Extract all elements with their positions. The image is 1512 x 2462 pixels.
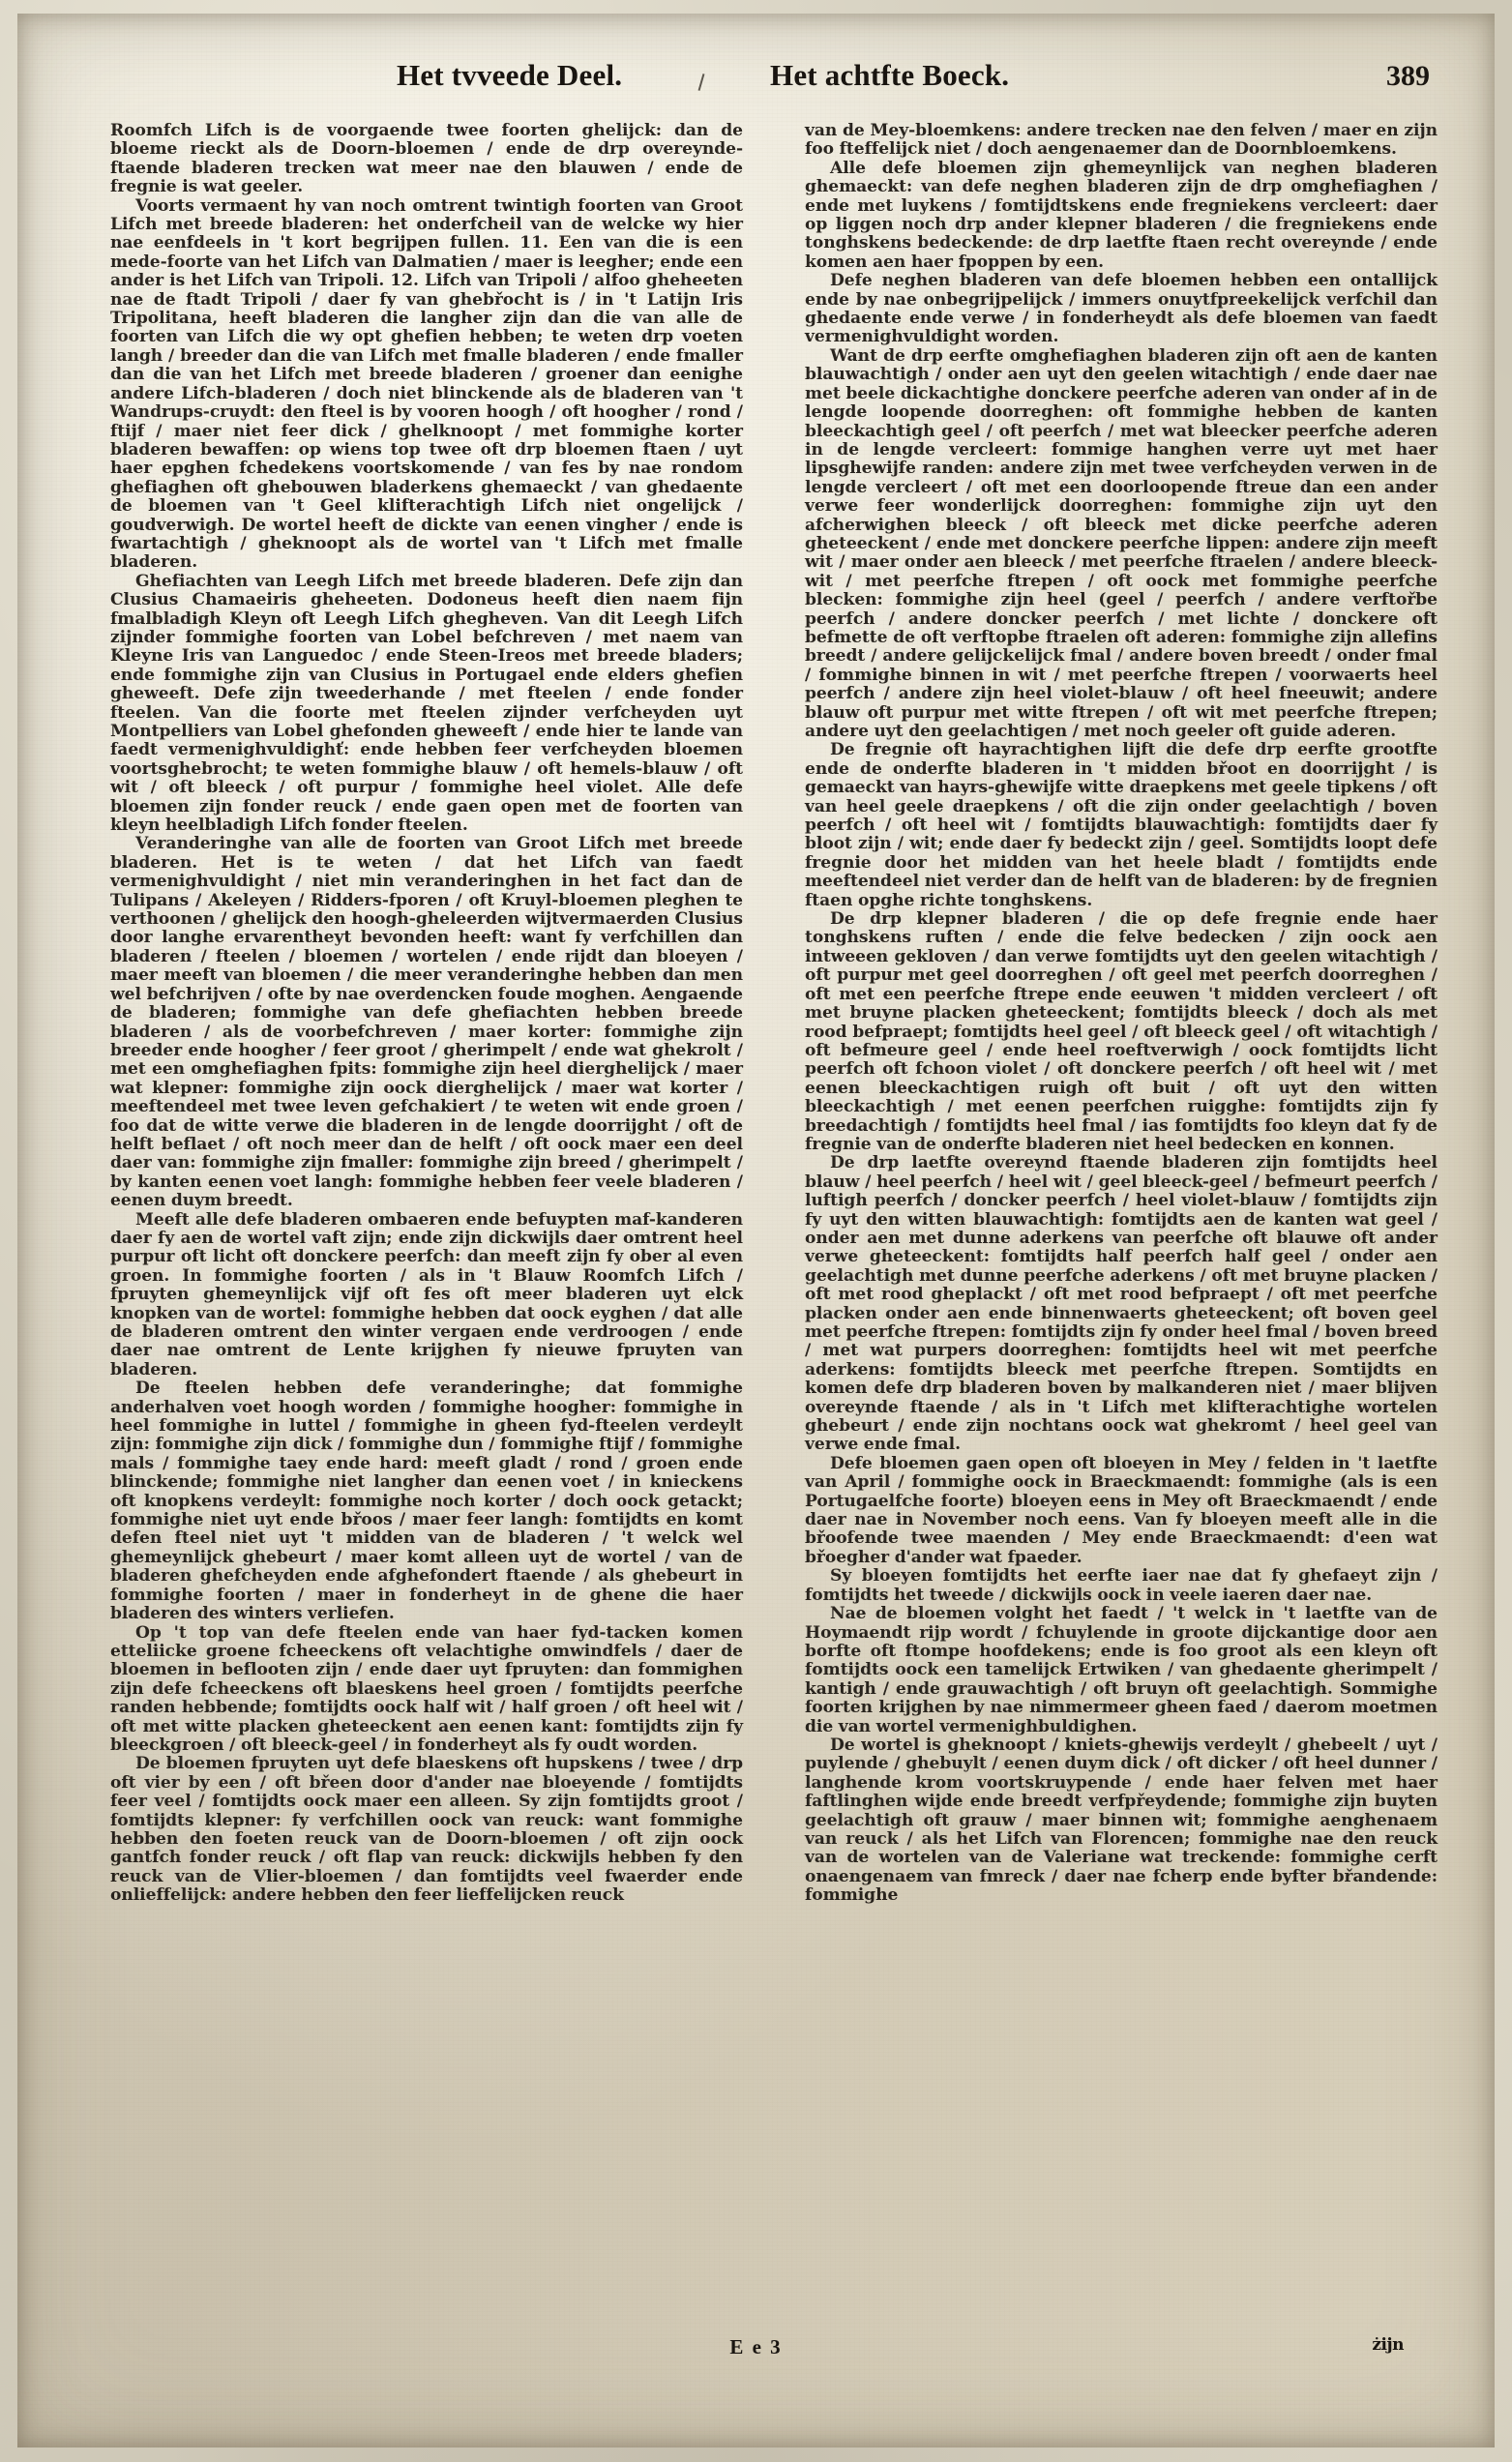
paper-sheet: [17, 14, 1495, 2447]
text-body: [110, 122, 1438, 2347]
paragraph: Ghefiachten van Leegh Lifch met breede bladeren. Defe zijn dan Clusius Chamaeiris gheheeten. Dodoneus heeft dien naem fijn fmalbladigh Kleyn oft Leegh Lifch ghegheven. Van dit Leegh Lifch zijnder fommighe foorten van Lobel befchreven / met naem van Kleyne Iris van Languedoc / ende Steen-Ireos met breede bladers; ende fommighe zijn van Clusius in Portugael ende elders ghefien gheweeft. Defe zijn tweederhande / met fteelen / ende fonder fteelen. Van die foorte met fteelen zijnder verfcheyden uyt Montpelliers van Lobel ghefonden gheweeft / ende hier te lande van faedt vermenighvuldighť: ende hebben feer verfcheyden bloemen voortsghebrocht; te weten fommighe blauw / oft hemels-blauw / oft wit / oft bleeck / oft purpur / fommighe heel violet. Alle defe bloemen zijn fonder reuck / ende gaen open met de foorten van kleyn heelbladigh Lifch fonder fteelen.: [110, 571, 743, 836]
column-right: [805, 122, 1438, 2347]
paragraph: De drp laetfte overeynd ftaende bladeren zijn fomtijdts heel blauw / heel peerfch / heel wit / geel bleeck-geel / befmeurt peerfch / luftigh peerfch / doncker peerfch / heel violet-blauw / fomtijdts zijn fy uyt den witten blauwachtigh: fomtijdts aen de kanten wat geel / onder aen met dunne aderkens van peerfche oft blauwe oft ander verwe gheteeckent: fomtijdts half peerfch half geel / onder aen geelachtigh met dunne peerfche aderkens / oft met bruyne placken / oft met rood gheplackt / oft met rood befpraept / oft met peerfche placken onder aen ende binnenwaerts gheteeckent; oft boven geel met peerfche ftrepen: fomtijdts zijn fy onder heel fmal / boven breed / met wat purpers doorreghen: fomtijdts heel wit met peerfche aderkens: fomtijdts bleeck met peerfche ftrepen. Somtijdts en komen defe drp bladeren boven by malkanderen niet / maer blijven overeynde ftaende / als in 't Lifch met klifterachtighe wortelen ghebeurt / ende zijn nochtans oock wat ghekromt / heel geel van verwe ende fmal.: [805, 1153, 1438, 1455]
paragraph: De fregnie oft hayrachtighen lijft die defe drp eerfte grootfte ende de onderfte bladeren in 't midden břoot en doorrijght / is gemaeckt van hayrs-ghewijfe witte draepkens met geele tipkens / oft van heel geele draepkens / oft die zijn onder geelachtigh / boven peerfch / oft heel wit / fomtijdts blauwachtigh: fomtijdts daer fy bloot zijn / wit; ende daer fy bedeckt zijn / geel. Somtijdts loopt defe fregnie door het midden van het heele bladt / fomtijdts ende meeftendeel niet verder dan de helft van de bladeren: by de fregnien ftaen opghe richte tonghskens.: [805, 740, 1438, 910]
paragraph: De drp klepner bladeren / die op defe fregnie ende haer tonghskens ruften / ende die felve bedecken / zijn oock aen intweeen gekloven / dan verwe fomtijdts uyt den geelen witachtigh / oft purpur met geel doorreghen / oft geel met peerfch doorreghen / oft met een peerfche ftrepe ende eeuwen 't midden vercleert / oft met bruyne placken gheteeckent; fomtijdts bleeck / doch als met rood befpraept; fomtijdts heel geel / oft bleeck geel / oft witachtigh / oft befmeure geel / ende heel roeftverwigh / oock fomtijdts licht peerfch oft fchoon violet / oft donckere peerfch / oft heel wit / met eenen bleeckachtigen ruigh oft buit / oft uyt den witten bleeckachtigh / met eenen peerfchen ruigghe: fomtijdts zijn fy breedachtigh / fomtijdts heel fmal / ias fomtijdts foo kleyn dat fy de fregnie van de onderfte bladeren niet heel bedecken en konnen.: [805, 909, 1438, 1154]
page-header: [17, 58, 1495, 103]
paragraph: Meeft alle defe bladeren ombaeren ende befuypten maf-kanderen daer fy aen de wortel vaft zijn; ende zijn dickwijls daer omtrent heel purpur oft licht oft donckere peerfch: dan meeft zijn fy ober al even groen. In fommighe foorten / als in 't Blauw Roomfch Lifch / fpruyten ghemeynlijck vijf oft fes oft meer bladeren uyt elck knopken van de wortel: fommighe hebben dat oock eyghen / dat alle de bladeren omtrent den winter vergaen ende verdroogen / ende daer nae omtrent de Lente krijghen fy nieuwe fpruyten van bladeren.: [110, 1209, 743, 1379]
ink-mark: [698, 74, 705, 91]
paragraph: Roomfch Lifch is de voorgaende twee foorten ghelijck: dan de bloeme rieckt als de Doorn-bloemen / ende de drp overeynde-ftaende bladeren trecken wat meer nae den blauwen / ende de fregnie is wat geeler.: [110, 121, 743, 197]
running-head-left: Het tvveede Deel.: [397, 58, 623, 92]
page-footer: [17, 2335, 1495, 2364]
paragraph: Defe bloemen gaen open oft bloeyen in Mey / felden in 't laetfte van April / fommighe oock in Braeckmaendt: fommighe (als is een Portugaelfche foorte) bloeyen eens in Mey oft Braeckmaendt / ende daer nae in November noch eens. Van fy bloeyen meeft alle in die břoofende twee maenden / Mey ende Braeckmaendt: d'een wat břoegher d'ander wat fpaeder.: [805, 1453, 1438, 1567]
catchword: żijn: [1372, 2335, 1404, 2355]
paragraph: Voorts vermaent hy van noch omtrent twintigh foorten van Groot Lifch met breede bladeren: het onderfcheil van de welcke wy hier nae eenfdeels in 't kort begrijpen fullen. 11. Een van die is een mede-foorte van het Lifch van Dalmatien / maer is leegher; ende een ander is het Lifch van Tripoli. 12. Lifch van Tripoli / alfoo gheheeten nae de ftadt Tripoli / daer fy van ghebřocht is / in 't Latijn Iris Tripolitana, heeft bladeren die langher zijn dan die van alle de foorten van Lifch die wy opt ghefien hebben; te weten drp voeten langh / breeder dan die van Lifch met fmalle bladeren / ende fmaller dan die van het Lifch met breede bladeren / groener dan eenighe andere Lifch-bladeren / doch niet blinckende als de bladeren van 't Wandrups-cruydt: den fteel is by vooren hoogh / oft hoogher / rond / ftijf / maer niet feer dick / ghelknoopt / met fommighe korter bladeren bewaffen: op wiens top twee oft drp bloemen ftaen / uyt haer epghen fchedekens voortskomende / van fes by nae rondom ghefiaghen oft ghebouwen bladerkens ghemaeckt / van ghedaente de bloemen van 't Geel klifterachtigh Lifch niet ongelijck / goudverwigh. De wortel heeft de dickte van eenen vingher / ende is fwartachtigh / gheknoopt als de wortel van 't Lifch met fmalle bladeren.: [110, 195, 743, 573]
paragraph: De wortel is gheknoopt / kniets-ghewijs verdeylt / ghebeelt / uyt / puylende / ghebuylt / eenen duym dick / oft dicker / oft heel dunner / langhende krom voortskruypende / ende haer felven met haer faftlinghen wijde ende breedt verfpřeydende; fommighe zijn buyten geelachtigh oft grauw / maer binnen wit; fommighe aenghenaem van reuck / als het Lifch van Florencen; fommighe nae den reuck van de wortelen van de Valeriane wat treckende: fommighe cerft onaengenaem van fmreck / daer nae fcherp ende byfter břandende: fommighe: [805, 1735, 1438, 1906]
paragraph: Sy bloeyen fomtijdts het eerfte iaer nae dat fy ghefaeyt zijn / fomtijdts het tweede / dickwijls oock in veele iaeren daer nae.: [805, 1566, 1438, 1605]
signature-mark: E e 3: [729, 2335, 783, 2358]
paragraph: De bloemen fpruyten uyt defe blaeskens oft hupskens / twee / drp oft vier by een / oft břeen door d'ander nae bloeyende / fomtijdts feer veel / fomtijdts oock maer een alleen. Sy zijn fomtijdts groot / fomtijdts klepner: fy verfchillen oock van reuck: want fommighe hebben den foeten reuck van de Doorn-bloemen / oft zijn oock gantfch fonder reuck / oft flap van reuck: dickwijls hebben fy den reuck van de Vlier-bloemen / dan fomtijdts veel fwaerder ende onlieffelijck: andere hebben den feer lieffelijcken reuck: [110, 1754, 743, 1906]
paragraph: De fteelen hebben defe veranderinghe; dat fommighe anderhalven voet hoogh worden / fommighe hoogher: fommighe in heel fommighe in luttel / fommighe in gheen fyd-fteelen verdeylt zijn: fommighe zijn dick / fommighe dun / fommighe ftijf / fommighe mals / fommighe taey ende hard: meeft gladt / rond / groen ende blinckende; fommighe niet langher dan eenen voet / in knieckens oft knopkens verdeylt: fommighe noch korter / doch oock getackt; fommighe niet uyt ende břoos / maer feer langh: fomtijdts en komt defen fteel niet uyt 't midden van de bladeren / 't welck wel ghemeynlijck ghebeurt / maer komt alleen uyt de wortel / van de bladeren ghefcheyden ende afghefondert ftaende / als ghebeurt in fommighe foorten / maer in fonderheyt in de ghene die haer bladeren des winters verliefen.: [110, 1379, 743, 1624]
paragraph: Defe neghen bladeren van defe bloemen hebben een ontallijck ende by nae onbegrijpelijck / immers onuytfpreekelijck verfchil dan ghedaente ende verwe / in fonderheydt als defe bloemen van faedt vermenighvuldight worden.: [805, 271, 1438, 347]
paragraph: Nae de bloemen volght het faedt / 't welck in 't laetfte van de Hoymaendt rijp wordt / fchuylende in groote dijckantige door aen borfte oft ftompe hoofdekens; ende is foo groot als een kleyn oft fomtijdts oock een tamelijck Ertwiken / van ghedaente gherimpelt / kantigh / ende grauwachtigh / oft bruyn oft geelachtigh. Sommighe foorten krijghen by nae nimmermeer gheen faed / daerom moetmen die van wortel vermenighbuldighen.: [805, 1604, 1438, 1736]
paragraph: Want de drp eerfte omghefiaghen bladeren zijn oft aen de kanten blauwachtigh / onder aen uyt den geelen witachtigh / ende daer nae met beele dickachtighe donckere peerfche aderen van onder af in de lengde loopende doorreghen: oft fommighe hebben de kanten bleeckachtigh geel / oft peerfch / met wat bleecker peerfche aderen in de lengde vercleert: fommige hanghen verre uyt met haer lipsghewijfe randen: andere zijn met twee verfcheyden verwen in de lengde vercleert / oft met een doorloopende ftreue dan een ander verwe feer wonderlijck doorreghen: fommighe zijn uyt den afcherwighen bleeck / oft bleeck met dicke peerfche aderen gheteeckent / ende met donckere peerfche lippen: andere zijn meeft wit / maer onder aen bleeck / met peerfche ftraelen / andere bleeck-wit / met peerfche ftrepen / oft oock met fommighe peerfche blecken: fommighe zijn heel (geel / peerfch / andere verftořbe peerfch / andere doncker peerfch / met lichte / donckere oft befmette de oft verftopbe ftraelen oft aderen: fommighe zijn allefins breedt / andere gelijckelijck fmal / andere boven breedt / onder fmal / fommighe binnen in wit / met peerfche ftrepen / voorwaerts heel peerfch / andere zijn heel violet-blauw / oft heel fneeuwit; andere blauw oft purpur met witte ftrepen / oft wit met peerfche ftrepen; andere uyt den geelachtigen / met noch geeler oft guide aderen.: [805, 345, 1438, 741]
folio-number: 389: [1386, 60, 1430, 92]
paragraph: Veranderinghe van alle de foorten van Groot Lifch met breede bladeren. Het is te weten / dat het Lifch van faedt vermenighvuldight / niet min veranderinghen in het fact dan de Tulipans / Akeleyen / Ridders-fporen / oft Kruyl-bloemen pleghen te verthoonen / ghelijck den hoogh-gheleerden wijtvermaerden Clusius door langhe ervarentheyt bevonden heeft: want fy verfchillen dan bladeren / fteelen / bloemen / wortelen / ende rijdt dan bloeyen / maer meeft van bloemen / die meer veranderinghe hebben dan men wel befchrijven / ofte by nae overdencken foude moghen. Aengaende de bladeren; fommighe van defe ghefiachten hebben breede bladeren / als de voorbefchreven / maer korter: fommighe zijn breeder ende hoogher / feer groot / gherimpelt / ende wat ghekrolt / met een omghefiaghen fpits: fommighe zijn heel dierghelijck / maer wat klepner: fommighe zijn oock dierghelijck / maer wat korter / meeftendeel met twee leven gefchakiert / te weten wit ende groen / foo dat de witte verwe die bladeren in de lengde doorrijght / oft de helft beflaet / oft noch meer dan de helft / oft oock maer een deel daer van: fommighe zijn fmaller: fommighe zijn breed / gherimpelt / by kanten eenen voet langh: fommighe hebben feer veele bladeren / eenen duym breedt.: [110, 834, 743, 1211]
paragraph: van de Mey-bloemkens: andere trecken nae den felven / maer en zijn foo fteffelijck niet / doch aengenaemer dan de Doornbloemkens.: [805, 121, 1438, 160]
paragraph: Alle defe bloemen zijn ghemeynlijck van neghen bladeren ghemaeckt: van defe neghen bladeren zijn de drp omghefiaghen / ende met luykens / fomtijdtskens ende fregniekens vercleert: daer op liggen noch drp ander klepner bladeren / die fregniekens ende tonghskens bedeckende: de drp laetfte ftaen recht overeynde / ende komen aen haer fpoppen by een.: [805, 158, 1438, 272]
paragraph: Op 't top van defe fteelen ende van haer fyd-tacken komen etteliicke groene fcheeckens oft velachtighe omwindfels / daer de bloemen in beflooten zijn / ende daer uyt fpruyten: dan fommighen zijn defe fcheeckens oft blaeskens heel groen / fomtijdts peerfche randen hebbende; fomtijdts oock half wit / half groen / oft heel wit / oft met witte placken gheteeckent aen eenen kant: fomtijdts zijn fy bleeckgroen / oft bleeck-geel / in fonderheyt als fy oudt worden.: [110, 1622, 743, 1755]
running-head-center: Het achtfte Boeck.: [770, 58, 1010, 92]
column-left: [110, 122, 743, 2347]
